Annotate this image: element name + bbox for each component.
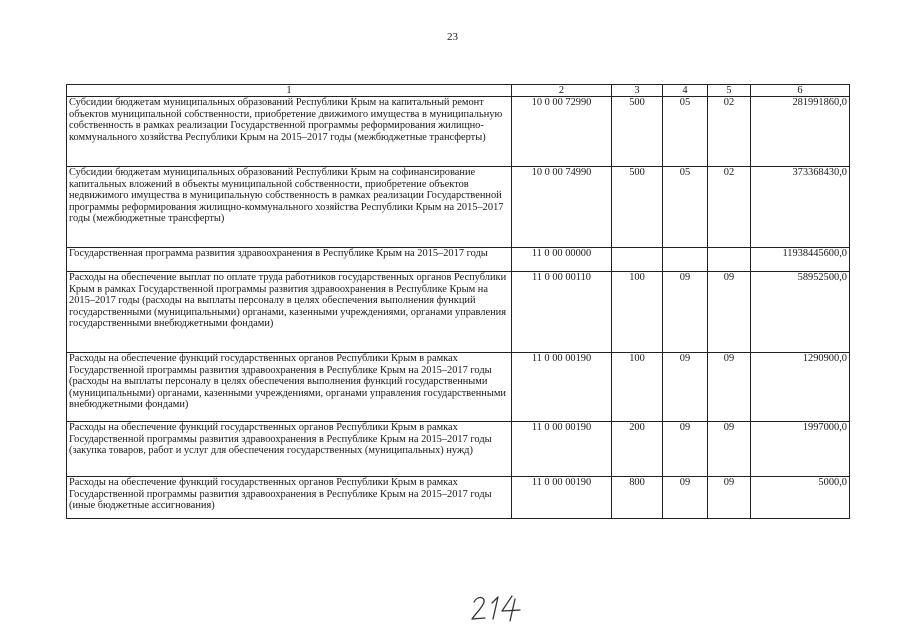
row-rz-code [663,248,708,272]
row-csr-code: 10 0 00 74990 [512,167,612,248]
header-col-1: 1 [67,85,512,97]
header-row [67,85,850,97]
row-pr-code: 09 [708,477,751,519]
row-pr-code: 02 [708,167,751,248]
row-name: Расходы на обеспечение функций государственных органов Республики Крым в рамках Государственной программы развития здравоохранения в Республике Крым на 2015–2017 годы (закупка товаров, работ и услуг для обеспечения государственных (муниципальных) нужд) [67,422,512,477]
row-name: Субсидии бюджетам муниципальных образований Республики Крым на софинансирование капитальных вложений в объекты муниципальной собственности, приобретение объектов недвижимого имущества в муниципальную собственность в рамках реализации Государственной программы реформирования жилищно-коммунального хозяйства Республики Крым на 2015–2017 годы (межбюджетные трансферты) [67,167,512,248]
row-pr-code: 09 [708,422,751,477]
row-name: Государственная программа развития здравоохранения в Республике Крым на 2015–2017 годы [67,248,512,272]
row-sum: 5000,0 [751,477,850,519]
row-rz-code: 09 [663,477,708,519]
table-row [67,248,850,272]
row-rz-code: 05 [663,167,708,248]
row-vr-code: 100 [612,353,663,422]
row-csr-code: 11 0 00 00110 [512,272,612,353]
page-number: 23 [447,31,458,43]
row-csr-code: 10 0 00 72990 [512,97,612,167]
row-vr-code: 800 [612,477,663,519]
row-pr-code: 09 [708,353,751,422]
header-col-3: 3 [612,85,663,97]
row-rz-code: 09 [663,272,708,353]
row-vr-code: 200 [612,422,663,477]
row-sum: 58952500,0 [751,272,850,353]
header-col-2: 2 [512,85,612,97]
row-pr-code [708,248,751,272]
row-rz-code: 05 [663,97,708,167]
row-vr-code: 500 [612,167,663,248]
row-sum: 281991860,0 [751,97,850,167]
table-row [67,97,850,167]
row-sum: 1997000,0 [751,422,850,477]
row-csr-code: 11 0 00 00190 [512,477,612,519]
row-name: Субсидии бюджетам муниципальных образований Республики Крым на капитальный ремонт объектов муниципальной собственности, приобретение движимого имущества в муниципальную собственность в рамках реализации Государственной программы реформирования жилищно-коммунального хозяйства Республики Крым на 2015–2017 годы (межбюджетные трансферты) [67,97,512,167]
row-vr-code: 500 [612,97,663,167]
table-row [67,353,850,422]
table-row [67,477,850,519]
row-pr-code: 02 [708,97,751,167]
table-row [67,167,850,248]
row-sum: 373368430,0 [751,167,850,248]
row-pr-code: 09 [708,272,751,353]
row-csr-code: 11 0 00 00190 [512,353,612,422]
row-sum: 11938445600,0 [751,248,850,272]
header-col-4: 4 [663,85,708,97]
row-csr-code: 11 0 00 00190 [512,422,612,477]
table-row [67,272,850,353]
row-name: Расходы на обеспечение функций государственных органов Республики Крым в рамках Государственной программы развития здравоохранения в Республике Крым на 2015–2017 годы (расходы на выплаты персоналу в целях обеспечения выполнения функций государственными (муниципальными) органами, казенными учреждениями, органами управления государственными внебюджетными фондами) [67,353,512,422]
handwritten-note-214 [468,591,528,625]
row-sum: 1290900,0 [751,353,850,422]
row-vr-code: 100 [612,272,663,353]
row-csr-code: 11 0 00 00000 [512,248,612,272]
row-name: Расходы на обеспечение функций государственных органов Республики Крым в рамках Государственной программы развития здравоохранения в Республике Крым на 2015–2017 годы (иные бюджетные ассигнования) [67,477,512,519]
row-rz-code: 09 [663,422,708,477]
row-name: Расходы на обеспечение выплат по оплате труда работников государственных органов Республики Крым в рамках Государственной программы развития здравоохранения в Республике Крым на 2015–2017 годы (расходы на выплаты персоналу в целях обеспечения выполнения функций государственными (муниципальными) органами, казенными учреждениями, органами управления государственными внебюджетными фондами) [67,272,512,353]
header-col-5: 5 [708,85,751,97]
row-vr-code [612,248,663,272]
table-row [67,422,850,477]
header-col-6: 6 [751,85,850,97]
row-rz-code: 09 [663,353,708,422]
budget-table [66,84,850,519]
